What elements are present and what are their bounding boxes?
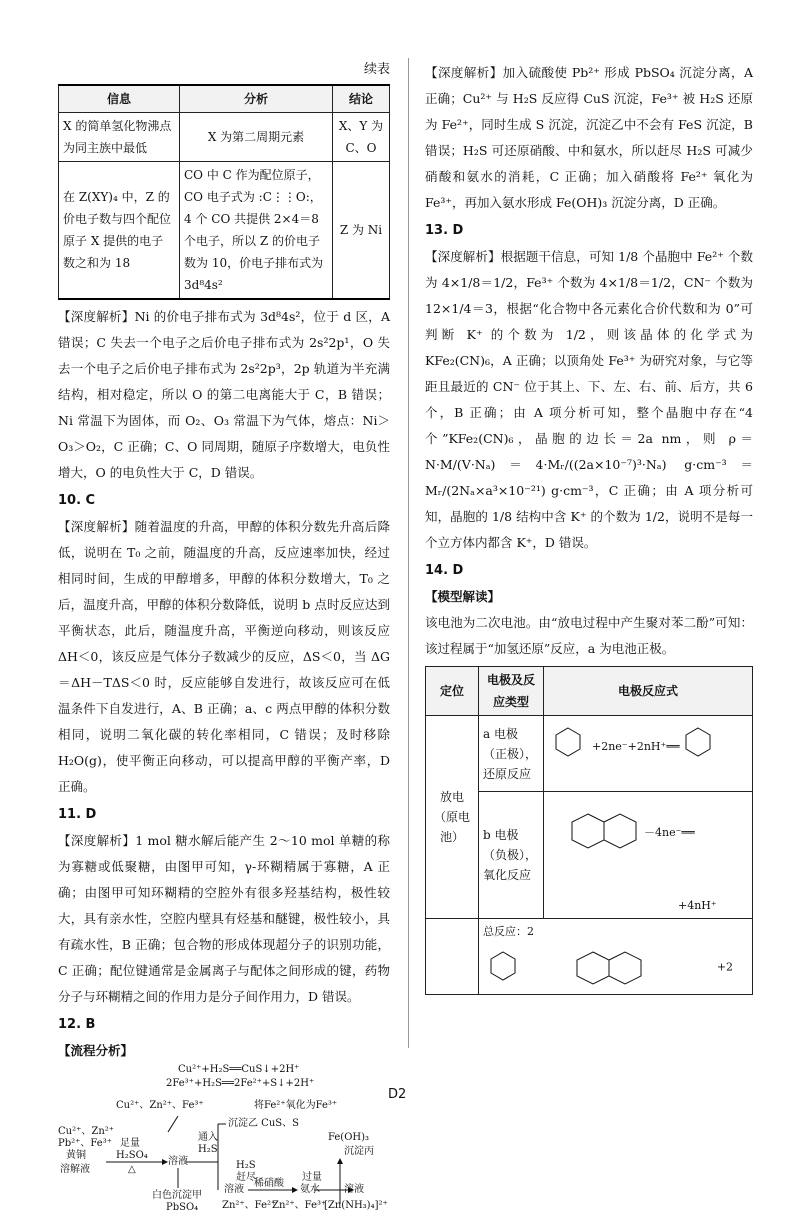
flow-solution1: 溶液 [168,1156,188,1167]
flow-pbso4: PbSO₄ [166,1202,199,1213]
total-label: 总反应：2 [483,925,534,938]
model-title: 【模型解读】 [425,589,501,604]
continued-label: 续表 [363,62,390,77]
table-cell: X 为第二周期元素 [180,113,333,162]
flow-expel2: H₂S [236,1160,256,1171]
flow-reagent1b: H₂SO₄ [116,1150,148,1161]
flow-reagent1: 足量 [120,1138,140,1149]
page-number: D2 [388,1087,407,1102]
flow-analysis-title: 【流程分析】 [58,1043,134,1058]
flow-ions3: Zn²⁺、Fe³⁺ [272,1200,327,1211]
q10-number: 10. C [58,493,96,508]
right-column [425,60,753,995]
flow-feed-name: 黄铜 [66,1150,86,1161]
q14-intro: 该电池为二次电池。由“放电过程中产生聚对苯二酚”可知：该过程属于“加氢还原”反应，a 为电池正极。 [425,615,753,656]
table-cell: CO 中 C 作为配位原子，CO 电子式为 :C⋮⋮O:，4 个 CO 共提供 2×4＝8 个电子，所以 Z 的价电子数为 10，价电子排布式为 3d⁸4s² [180,162,333,300]
flow-heat1: △ [128,1164,136,1175]
electrode-a-equation [544,716,753,792]
table-row [426,919,753,995]
flow-pass: 通入 [198,1132,218,1143]
flow-feed-ions: Cu²⁺、Zn²⁺ [58,1126,115,1137]
q12-analysis: 【深度解析】加入硫酸使 Pb²⁺ 形成 PbSO₄ 沉淀分离，A 正确；Cu²⁺ 与 H₂S 反应得 CuS 沉淀，Fe³⁺ 被 H₂S 还原为 Fe²⁺，同时生成 S 沉淀，沉淀乙中不会有 FeS 沉淀，B 错误；H₂S 可还原硝酸、中和氨水，所以赶尽 H₂S 可减少硝酸和氨水的消耗，C 正确；加入硝酸将 Fe²⁺ 氧化为 Fe³⁺，再加入氨水形成 Fe(OH)₃ 沉淀分离，D 正确。 [425,65,753,210]
blank-cell [426,919,479,995]
flow-eq1: Cu²⁺+H₂S══CuS↓+2H⁺ [178,1064,300,1075]
flow-feoh3: Fe(OH)₃ [328,1132,370,1143]
electrode-b-type: b 电极（负极），氧化反应 [479,792,544,919]
electrode-a-type: a 电极（正极），还原反应 [479,716,544,792]
eq-b2-text: +4nH⁺ [678,899,717,912]
table-row [59,113,390,162]
table-cell: X、Y 为 C、O [333,113,390,162]
flow-oxidize: 将Fe²⁺氧化为Fe³⁺ [254,1100,338,1111]
flow-solution3: 溶液 [344,1184,364,1195]
table-row [59,162,390,300]
info-analysis-table [58,84,390,300]
electrode-header-equation: 电极反应式 [544,667,753,716]
flow-complex: [Zn(NH₃)₄]²⁺ [324,1200,388,1211]
table-row [426,716,753,792]
process-flow-diagram [58,1064,390,1214]
q14-number: 14. D [425,563,464,578]
electrode-header-position: 定位 [426,667,479,716]
q13-number: 13. D [425,223,464,238]
q11-number: 11. D [58,807,97,822]
q11-analysis: 【深度解析】1 mol 糖水解后能产生 2～10 mol 单糖的称为寡糖或低聚糖，由图甲可知，γ-环糊精属于寡糖，A 正确；由图甲可知环糊精的空腔外有很多羟基结构，极性较大，具有亲水性，空腔内壁具有烃基和醚键，极性较小，具有疏水性，B 正确；包合物的形成体现超分子的识别功能，C 正确；配位键通常是金属离子与配体之间形成的键，药物分子与环糊精之间的作用力是分子间作用力，D 错误。 [58,833,390,1004]
table-header-info: 信息 [59,85,180,113]
flow-expel: 赶尽 [236,1172,256,1183]
flow-eq2: 2Fe³⁺+H₂S══2Fe²⁺+S↓+2H⁺ [166,1078,315,1089]
flow-excess: 过量 [302,1172,322,1183]
table-cell: X 的简单氢化物沸点为同主族中最低 [59,113,180,162]
total-structure [483,942,713,992]
flow-ions1: Cu²⁺、Zn²⁺、Fe³⁺ [116,1100,204,1111]
column-divider [408,58,409,1048]
electrode-b-equation [544,792,753,919]
table-cell: 在 Z(XY)₄ 中，Z 的价电子数与四个配位原子 X 提供的电子数之和为 18 [59,162,180,300]
q9-analysis: 【深度解析】Ni 的价电子排布式为 3d⁸4s²，位于 d 区，A 错误；C 失去一个电子之后价电子排布式为 2s²2p¹，O 失去一个电子之后价电子排布式为 2s²2p³，2p 轨道为半充满结构，相对稳定，所以 O 的第二电离能大于 C，B 错误；Ni 常温下为固体，而 O₂、O₃ 常温下为气体，熔点：Ni＞O₃＞O₂，C 正确；C、O 同周期，随原子序数增大，电负性增大，O 的电负性大于 C，D 错误。 [58,309,390,480]
flow-feed-ions2: Pb²⁺、Fe³⁺ [58,1138,113,1149]
q13-analysis: 【深度解析】根据题干信息，可知 1/8 个晶胞中 Fe²⁺ 个数为 4×1/8＝1/2，Fe³⁺ 个数为 4×1/8＝1/2，CN⁻ 个数为 12×1/4＝3，根据“化合物中各元素化合价代数和为 0”可判断 K⁺ 的个数为 1/2，则该晶体的化学式为 KFe₂(CN)₆，A 正确；以顶角处 Fe³⁺ 为研究对象，与它等距且最近的 CN⁻ 位于其上、下、左、右、前、后方，共 6 个，B 正确；由 A 项分析可知，整个晶胞中存在“4 个”KFe₂(CN)₆，晶胞的边长＝2a nm，则 ρ＝N·M/(V·Nₐ)＝4·Mᵣ/((2a×10⁻⁷)³·Nₐ) g·cm⁻³＝Mᵣ/(2Nₐ×a³×10⁻²¹) g·cm⁻³，C 正确；由 A 项分析可知，晶胞的 1/8 结构中含 K⁺ 的个数为 1/2，说明不是每一个立方体内都含 K⁺，D 错误。 [425,249,753,550]
flow-h2s: H₂S [198,1144,218,1155]
flow-ammonia: 氨水 [300,1184,320,1195]
flow-ppt-b: 沉淀乙 CuS、S [228,1118,299,1129]
q12-number: 12. B [58,1017,96,1032]
flow-dilute-hno3: 稀硝酸 [254,1178,284,1189]
flow-ppt-c: 沉淀丙 [344,1146,374,1157]
flow-white-ppt: 白色沉淀甲 [152,1190,202,1201]
flow-ions2: Zn²⁺、Fe²⁺ [222,1200,277,1211]
electrode-header-type: 电极及反应类型 [479,667,544,716]
total-reaction-cell [479,919,753,995]
eq-total-text: +2 [716,960,734,974]
table-header-analysis: 分析 [180,85,333,113]
eq-a-text: +2ne⁻+2nH⁺══ [592,740,680,753]
q10-analysis: 【深度解析】随着温度的升高，甲醇的体积分数先升高后降低，说明在 T₀ 之前，随温度的升高，反应速率加快，经过相同时间，生成的甲醇增多，甲醇的体积分数增大，T₀ 之后，温度升高，甲醇的体积分数降低，说明 b 点时反应达到平衡状态，此后，随温度升高，平衡逆向移动，则该反应 ΔH＜0，该反应是气体分子数减少的反应，ΔS＜0，当 ΔG＝ΔH－TΔS＜0 时，反应能够自发进行，故该反应可在低温条件下自发进行，A、B 正确；a、c 两点甲醇的体积分数相同，说明二氧化碳的转化率相同，C 错误；及时移除 H₂O(g)，使平衡正向移动，可以提高甲醇的平衡产率，D 正确。 [58,519,390,794]
table-header-conclusion: 结论 [333,85,390,113]
left-column [58,60,390,1214]
electrode-table [425,666,753,995]
eq-b-text: －4ne⁻══ [644,826,695,839]
flow-solution2: 溶液 [224,1184,244,1195]
discharge-cell: 放电（原电池） [426,716,479,919]
table-cell: Z 为 Ni [333,162,390,300]
flow-feed-name2: 溶解液 [60,1164,90,1175]
